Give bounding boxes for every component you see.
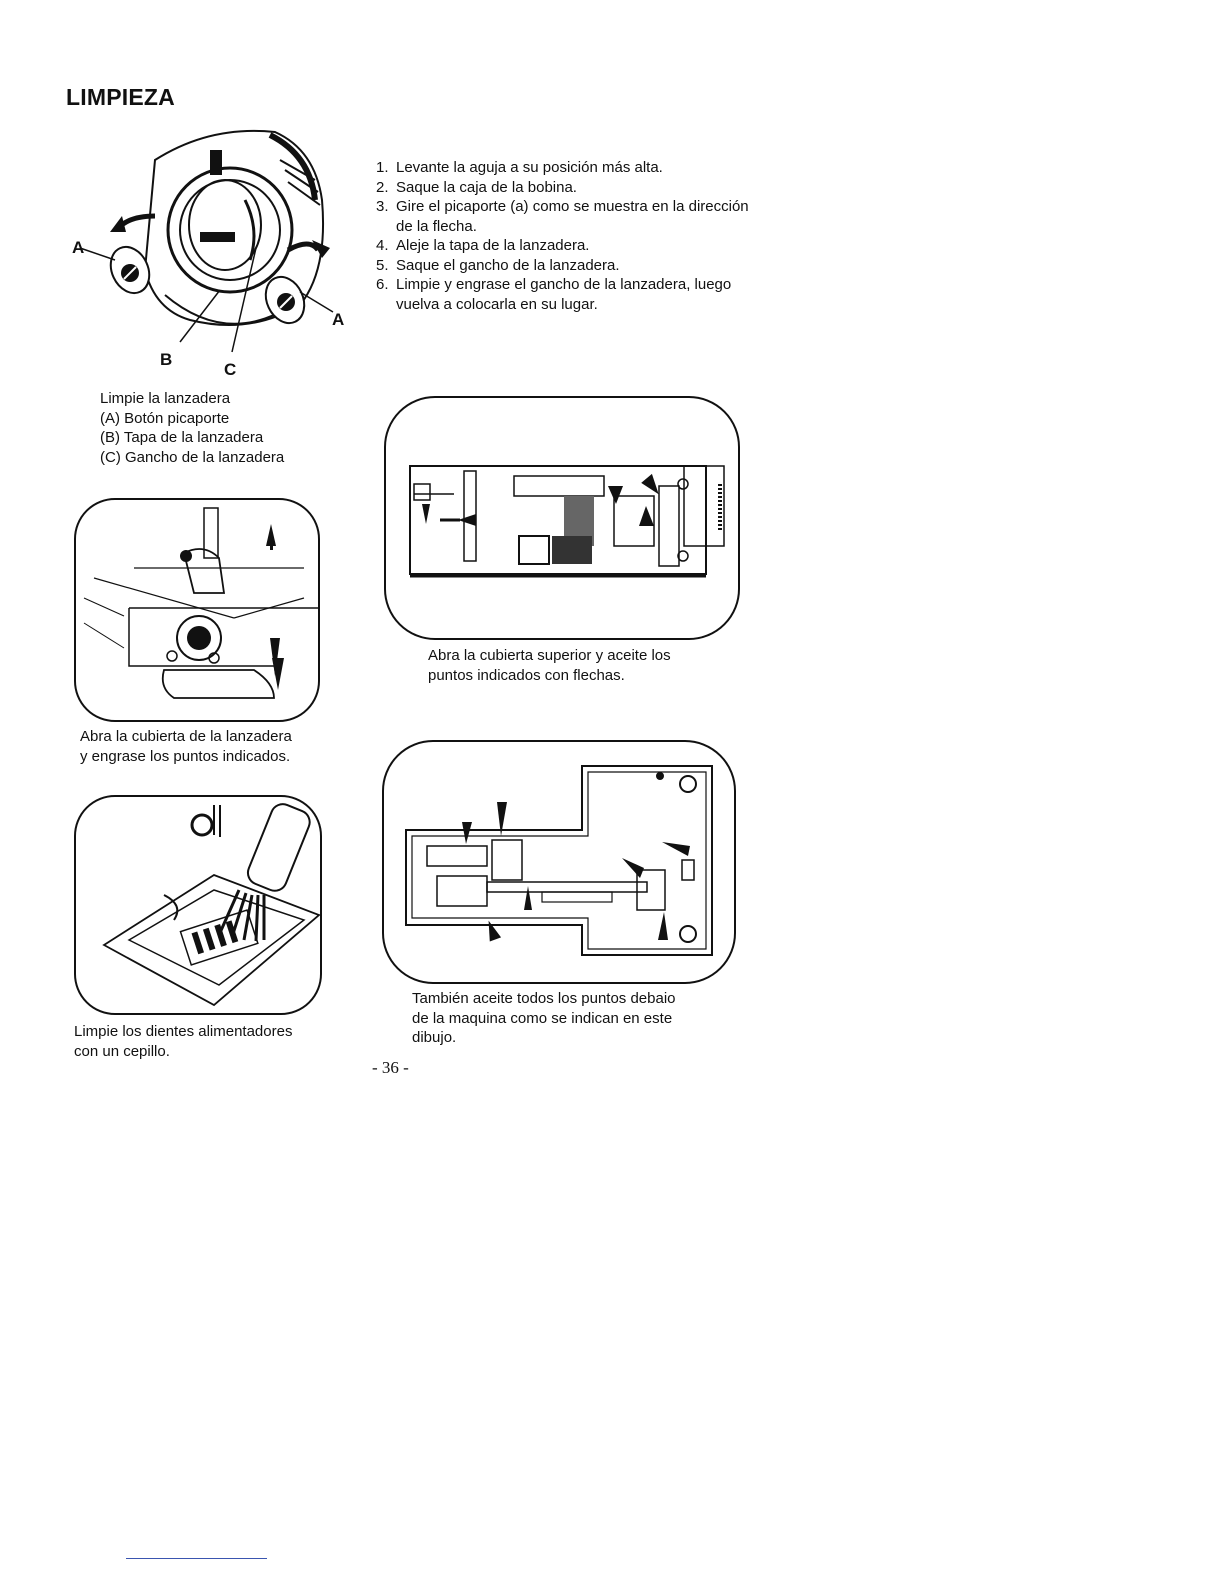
top-cover-illustration (384, 396, 740, 640)
footer-divider (126, 1558, 267, 1559)
hook-caption: Limpie la lanzadera (A) Botón picaporte (B) Tapa de la lanzadera (C) Gancho de la lanzadera (100, 390, 285, 466)
label-a-right: A (332, 310, 345, 329)
label-a-left: A (72, 238, 85, 257)
step-item: 4. Aleje la tapa de la lanzadera. (376, 237, 590, 254)
page-title: LIMPIEZA (66, 84, 175, 110)
label-c: C (224, 360, 237, 379)
underside-caption: También aceite todos los puntos debaio de la maquina como se indican en este dibujo. (412, 990, 676, 1046)
hook-assembly-illustration (60, 120, 360, 380)
page-number: - 36 - (372, 1058, 409, 1077)
step-item: 6. Limpie y engrase el gancho de la lanzadera, luego vuelva a colocarla en su lugar. (376, 276, 732, 313)
top-cover-caption: Abra la cubierta superior y aceite los puntos indicados con flechas. (428, 647, 671, 684)
underside-illustration (382, 740, 736, 984)
label-b: B (160, 350, 173, 369)
step-item: 5. Saque el gancho de la lanzadera. (376, 256, 620, 274)
step-item: 3. Gire el picaporte (a) como se muestra en la dirección de la flecha. (376, 198, 749, 235)
shuttle-cover-illustration (74, 498, 320, 722)
cleaning-steps-list (376, 158, 756, 314)
brush-cleaning-illustration (74, 795, 322, 1015)
brush-caption: Limpie los dientes alimentadores con un cepillo. (74, 1023, 293, 1060)
step-item: 1. Levante la aguja a su posición más alta. (376, 159, 663, 176)
cover-caption: Abra la cubierta de la lanzadera y engrase los puntos indicados. (80, 728, 292, 765)
step-item: 2. Saque la caja de la bobina. (376, 178, 577, 196)
latch-button-left (104, 241, 157, 300)
